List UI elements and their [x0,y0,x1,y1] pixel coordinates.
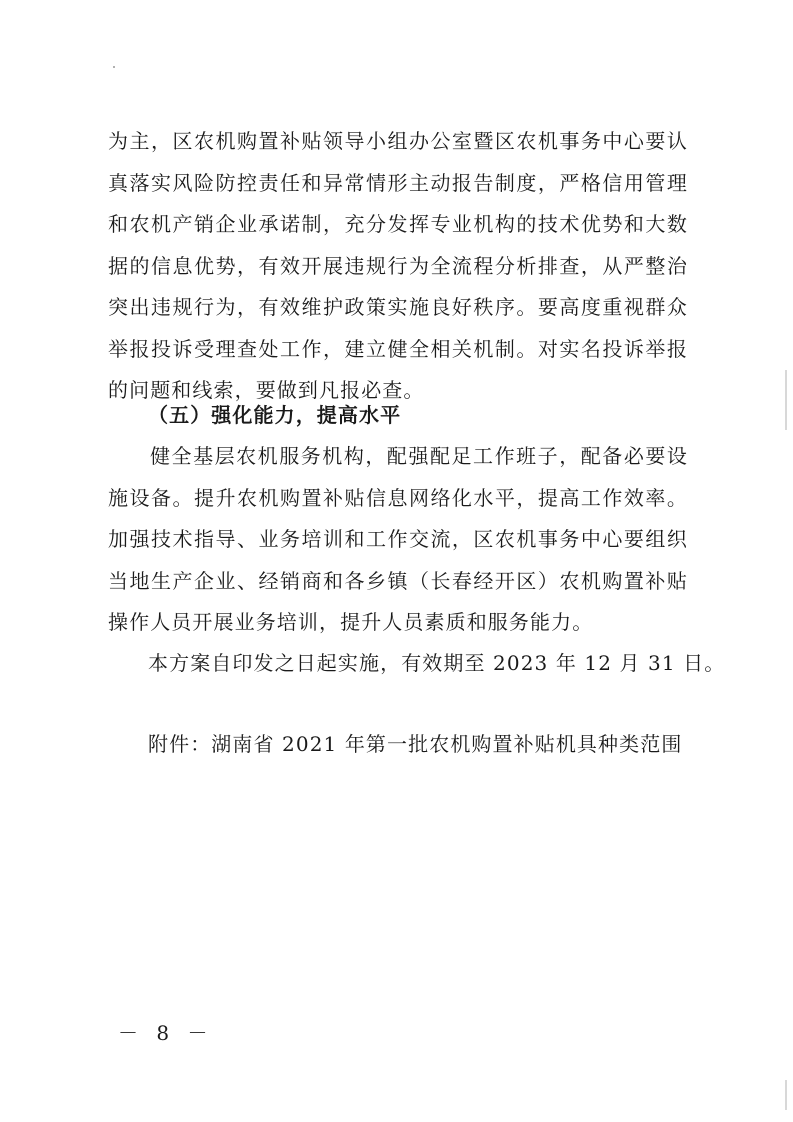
scan-edge-mark [785,370,787,430]
page-number: － 8 － [118,1021,214,1045]
attachment-line: 附件：湖南省 2021 年第一批农机购置补贴机具种类范围 [148,732,683,756]
scan-speck [113,66,115,68]
paragraph-capacity: 健全基层农机服务机构，配强配足工作班子，配备必要设施设备。提升农机购置补贴信息网络化水平，提高工作效率。加强技术指导、业务培训和工作交流，区农机事务中心要组织当地生产企业、经销商和各乡镇（长春经开区）农机购置补贴操作人员开展业务培训，提升人员素质和服务能力。 [108,444,688,634]
scan-edge-mark [785,1080,787,1110]
paragraph-continuation: 为主，区农机购置补贴领导小组办公室暨区农机事务中心要认真落实风险防控责任和异常情形主动报告制度，严格信用管理和农机产销企业承诺制，充分发挥专业机构的技术优势和大数据的信息优势，有效开展违规行为全流程分析排查，从严整治突出违规行为，有效维护政策实施良好秩序。要高度重视群众举报投诉受理查处工作，建立健全相关机制。对实名投诉举报的问题和线索，要做到凡报必查。 [108,129,688,402]
section-heading: （五）强化能力，提高水平 [148,403,402,427]
paragraph-effective-date: 本方案自印发之日起实施，有效期至 2023 年 12 月 31 日。 [148,651,726,675]
